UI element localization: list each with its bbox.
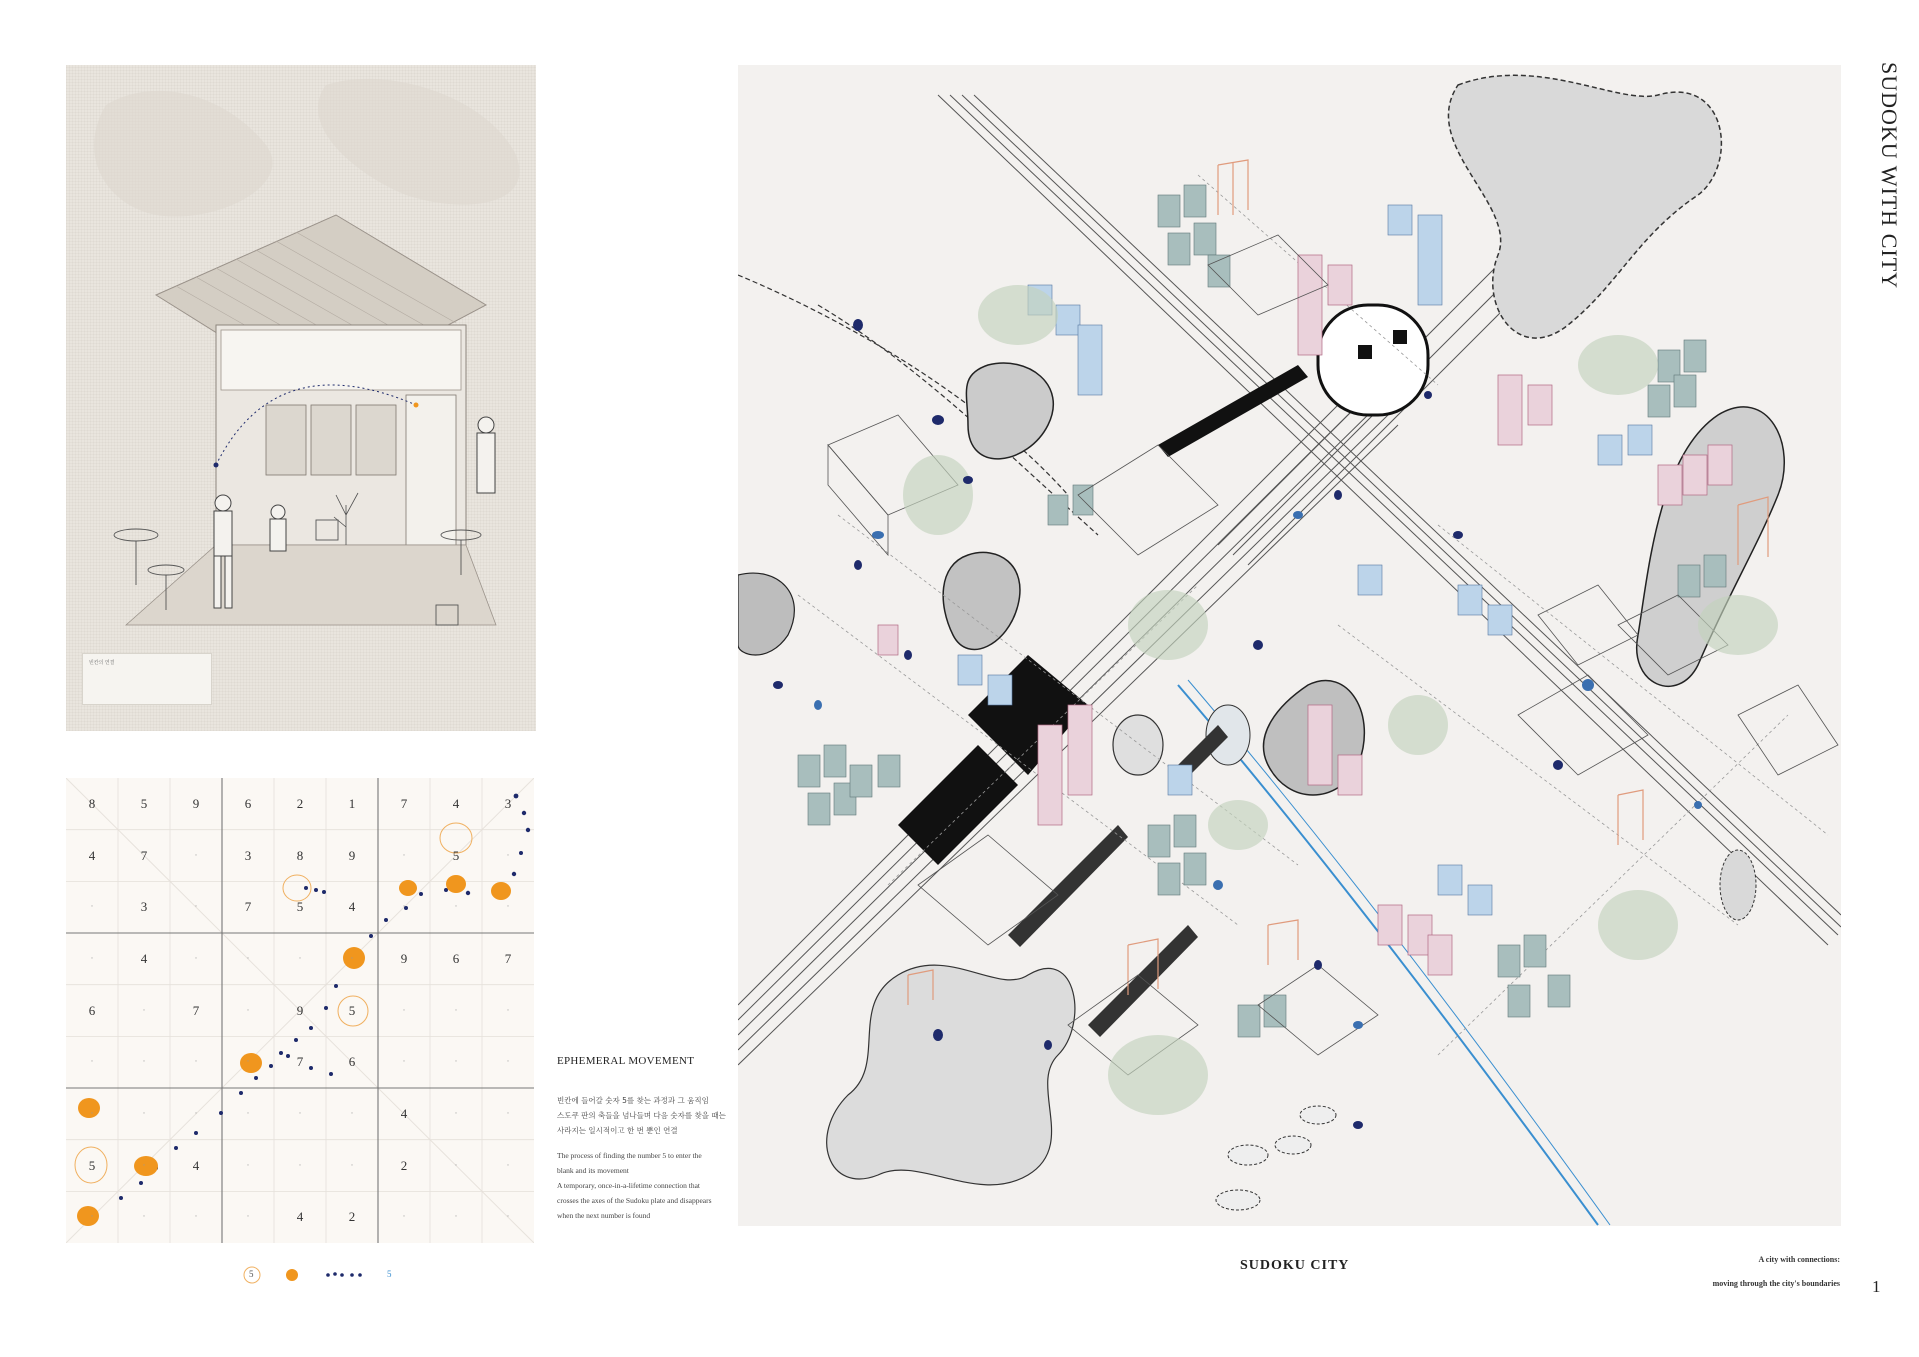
city-map-drawing [738,65,1841,1226]
legend-number-blue: 5 [387,1269,392,1279]
sudoku-cell: 5 [348,1002,356,1018]
sudoku-cell: · [350,1159,354,1170]
sudoku-cell: · [454,1211,458,1222]
render-legend [82,653,212,705]
legend-number-circled: 5 [249,1269,254,1279]
sudoku-cell: · [402,1211,406,1222]
sudoku-cell: · [90,1108,94,1119]
sudoku-cell: · [246,953,250,963]
description-block [557,1055,742,1223]
sudoku-cell: 6 [88,1002,96,1018]
sudoku-cell: · [90,901,94,912]
render-legend-heading: 빈칸의 연결 [89,661,115,666]
sudoku-cell: 6 [244,796,252,811]
sudoku-cell: 3 [244,847,252,863]
sudoku-cell: · [194,1056,198,1067]
sudoku-cell: 9 [348,847,356,863]
sudoku-cell: 6 [452,951,460,966]
sudoku-cell: · [194,901,198,912]
sudoku-cell: · [506,1159,510,1170]
sudoku-cell: · [194,1108,198,1119]
sudoku-cell: · [454,1004,458,1015]
map-caption-line2: moving through the city's boundaries [1712,1279,1840,1288]
sudoku-cell: · [350,1108,354,1119]
sudoku-cell: · [454,901,458,912]
sudoku-cell: 4 [140,951,148,966]
sudoku-cell: 4 [88,847,96,863]
sudoku-cell: · [90,1211,94,1222]
sudoku-cell: · [298,953,302,963]
sudoku-cell: 1 [348,796,356,811]
map-caption [1680,1248,1840,1296]
sudoku-cell: 2 [348,1209,356,1225]
sudoku-cell: · [246,1159,250,1170]
vertical-title: SUDOKU WITH CITY [1877,62,1902,290]
sudoku-cell: 5 [296,899,304,915]
sudoku-cell: · [454,1108,458,1119]
sudoku-cell: · [90,1056,94,1067]
sudoku-cell: · [246,1108,250,1119]
description-english: The process of finding the number 5 to enter the blank and its movement A temporary, once-in-a-lifetime connection that crosses the axes of the Sudoku plate and disappears when the next number is found [557,1151,712,1220]
sudoku-cell: 4 [452,796,460,811]
sudoku-cell: 5 [452,847,460,863]
sudoku-cell: · [506,1004,510,1015]
description-korean: 빈칸에 들어갈 숫자 5를 찾는 과정과 그 움직임 스도쿠 판의 축들을 넘나들며 다음 숫자를 찾을 때는 사라지는 일시적이고 한 번 뿐인 연결 [557,1096,726,1135]
sudoku-cell: 3 [504,796,512,811]
sudoku-cell: · [506,901,510,912]
sudoku-cell: 7 [504,951,512,966]
sudoku-cell: · [194,953,198,963]
sudoku-cell: 4 [296,1209,304,1225]
sudoku-cell: 5 [140,796,148,811]
sudoku-cell: · [506,1056,510,1067]
sudoku-cell: · [298,1159,302,1170]
cafe-perspective-render [66,65,536,731]
sudoku-cell: · [506,1108,510,1119]
sudoku-cell: 8 [88,796,96,811]
sudoku-cell: 4 [192,1157,200,1173]
sudoku-cell: · [246,1211,250,1222]
sudoku-cell: · [194,849,198,860]
sudoku-cell: 9 [400,951,408,966]
sudoku-cell: · [246,1056,250,1067]
sudoku-cell: · [142,1004,146,1015]
sudoku-cell: 7 [296,1054,304,1070]
sudoku-cell: · [402,849,406,860]
sudoku-cell: · [454,1159,458,1170]
sudoku-cell: · [402,1056,406,1067]
sudoku-cell: 4 [400,1106,408,1122]
cafe-perspective-drawing [66,65,536,731]
sudoku-cell: · [402,901,406,912]
sudoku-cell: · [90,953,94,963]
map-caption-line1: A city with connections: [1758,1255,1840,1264]
sudoku-cell: · [142,1211,146,1222]
sudoku-cell: · [142,1159,146,1170]
sudoku-legend-symbols [240,1262,400,1288]
sudoku-cell: 5 [88,1157,96,1173]
sudoku-cell: 9 [192,796,200,811]
sudoku-cell: 6 [348,1054,356,1070]
sudoku-cell: · [350,953,354,963]
sudoku-cell: 7 [140,847,148,863]
page-number: 1 [1872,1277,1881,1296]
sudoku-cell: 9 [296,1002,304,1018]
sudoku-cell: · [246,1004,250,1015]
sudoku-cell: · [142,1056,146,1067]
sudoku-legend [240,1262,400,1288]
description-heading: EPHEMERAL MOVEMENT [557,1055,695,1067]
city-axonometric-map [738,65,1841,1226]
sudoku-cell: 7 [192,1002,200,1018]
sudoku-cell: · [402,1004,406,1015]
map-title: SUDOKU CITY [1240,1258,1350,1273]
sudoku-cell: 4 [348,899,356,915]
sudoku-cell: 3 [140,899,148,915]
sudoku-cell: 2 [296,796,304,811]
sudoku-cell: · [454,1056,458,1067]
sudoku-grid [66,778,534,1243]
sudoku-cell: 7 [244,899,252,915]
sudoku-cell: · [194,1211,198,1222]
sudoku-cell: 7 [400,796,408,811]
sudoku-cell: · [506,1211,510,1222]
sudoku-cell: 8 [296,847,304,863]
sudoku-cell: · [298,1108,302,1119]
sudoku-cell: · [142,1108,146,1119]
sudoku-cell: · [506,849,510,860]
sudoku-cell: 2 [400,1157,408,1173]
